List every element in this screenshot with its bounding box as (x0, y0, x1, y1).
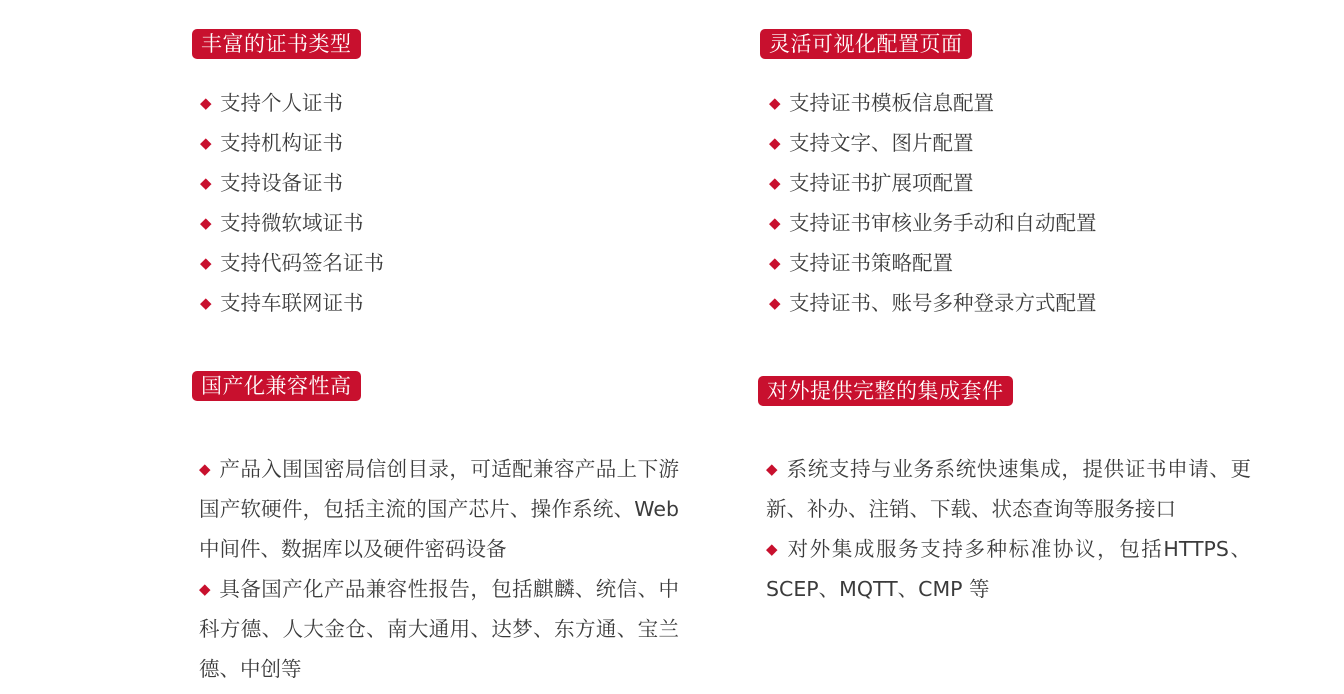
list-item-text: 支持微软域证书 (220, 211, 364, 235)
list-item (200, 83, 384, 123)
list-item-text: 支持设备证书 (220, 171, 343, 195)
diamond-bullet-icon: ◆ (200, 174, 212, 192)
list-item (200, 123, 384, 163)
diamond-bullet-icon: ◆ (766, 460, 778, 478)
compat-body (199, 449, 679, 689)
diamond-bullet-icon: ◆ (200, 94, 212, 112)
list-item (200, 203, 384, 243)
list-item (769, 163, 1097, 203)
list-item-text: 支持车联网证书 (220, 291, 364, 315)
paragraph-text: 产品入围国密局信创目录，可适配兼容产品上下游国产软硬件，包括主流的国产芯片、操作系统、Web 中间件、数据库以及硬件密码设备 (199, 457, 679, 561)
diamond-bullet-icon: ◆ (769, 94, 781, 112)
list-item (769, 123, 1097, 163)
list-item (769, 283, 1097, 323)
integration-body (766, 449, 1251, 609)
diamond-bullet-icon: ◆ (769, 174, 781, 192)
diamond-bullet-icon: ◆ (769, 294, 781, 312)
diamond-bullet-icon: ◆ (769, 214, 781, 232)
section-compat (192, 371, 682, 689)
visual-config-list (769, 83, 1097, 323)
list-item-text: 支持证书扩展项配置 (789, 171, 974, 195)
paragraph (199, 569, 679, 689)
list-item-text: 支持个人证书 (220, 91, 343, 115)
list-item (769, 83, 1097, 123)
section-title-integration: 对外提供完整的集成套件 (758, 376, 1013, 406)
diamond-bullet-icon: ◆ (766, 540, 778, 558)
paragraph-text: 具备国产化产品兼容性报告，包括麒麟、统信、中科方德、人大金仓、南大通用、达梦、东方通、宝兰德、中创等 (199, 577, 679, 681)
list-item-text: 支持机构证书 (220, 131, 343, 155)
section-title-visual-config: 灵活可视化配置页面 (760, 29, 972, 59)
paragraph (766, 529, 1251, 609)
list-item (769, 243, 1097, 283)
paragraph (199, 449, 679, 569)
list-item-text: 支持证书模板信息配置 (789, 91, 994, 115)
diamond-bullet-icon: ◆ (200, 134, 212, 152)
section-cert-types (192, 29, 384, 323)
cert-types-list (200, 83, 384, 323)
section-visual-config (760, 29, 1097, 323)
diamond-bullet-icon: ◆ (200, 294, 212, 312)
diamond-bullet-icon: ◆ (769, 134, 781, 152)
section-title-compat: 国产化兼容性高 (192, 371, 361, 401)
paragraph (766, 449, 1251, 529)
diamond-bullet-icon: ◆ (200, 254, 212, 272)
paragraph-text: 系统支持与业务系统快速集成，提供证书申请、更新、补办、注销、下载、状态查询等服务接口 (766, 457, 1251, 521)
list-item-text: 支持证书、账号多种登录方式配置 (789, 291, 1097, 315)
list-item (200, 283, 384, 323)
section-title-cert-types: 丰富的证书类型 (192, 29, 361, 59)
diamond-bullet-icon: ◆ (200, 214, 212, 232)
diamond-bullet-icon: ◆ (199, 460, 211, 478)
list-item-text: 支持代码签名证书 (220, 251, 384, 275)
diamond-bullet-icon: ◆ (199, 580, 211, 598)
list-item-text: 支持证书策略配置 (789, 251, 953, 275)
section-integration (758, 376, 1253, 609)
diamond-bullet-icon: ◆ (769, 254, 781, 272)
list-item-text: 支持证书审核业务手动和自动配置 (789, 211, 1097, 235)
list-item (200, 243, 384, 283)
list-item-text: 支持文字、图片配置 (789, 131, 974, 155)
paragraph-text: 对外集成服务支持多种标准协议，包括HTTPS、SCEP、MQTT、CMP 等 (766, 537, 1251, 601)
list-item (769, 203, 1097, 243)
list-item (200, 163, 384, 203)
